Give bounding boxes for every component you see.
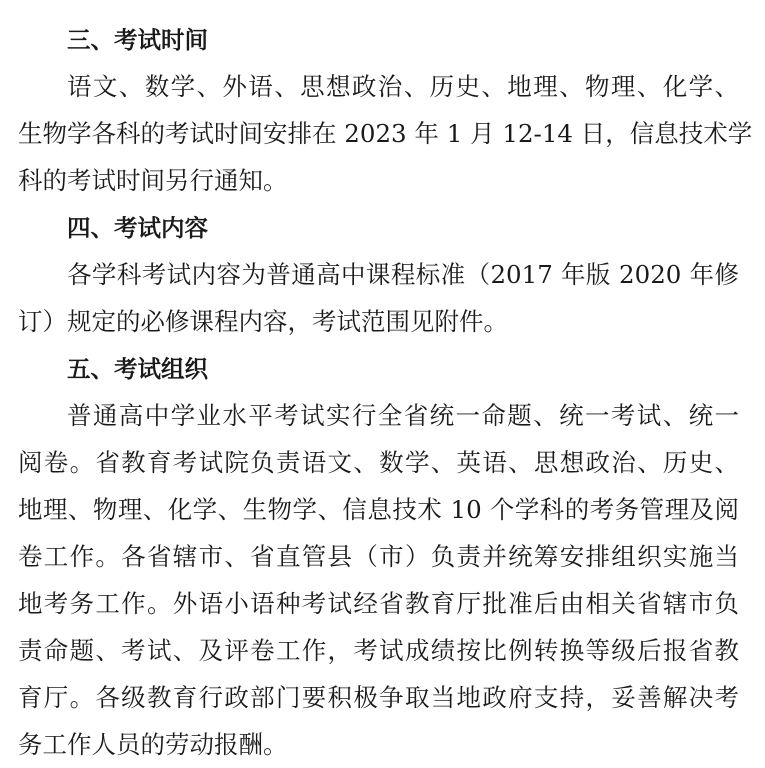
paragraph-line: 科的考试时间另行通知。 bbox=[18, 166, 288, 195]
paragraph-line: 阅卷。省教育考试院负责语文、数学、英语、思想政治、历史、 bbox=[18, 448, 739, 477]
paragraph-line: 地理、物理、化学、生物学、信息技术 10 个学科的考务管理及阅 bbox=[18, 495, 739, 524]
paragraph-line: 育厅。各级教育行政部门要积极争取当地政府支持，妥善解决考 bbox=[18, 683, 739, 712]
section-heading-exam-organization: 五、考试组织 bbox=[67, 355, 208, 383]
paragraph-line: 各学科考试内容为普通高中课程标准（2017 年版 2020 年修 bbox=[67, 260, 739, 289]
paragraph-line: 语文、数学、外语、思想政治、历史、地理、物理、化学、 bbox=[67, 72, 739, 101]
paragraph-line: 生物学各科的考试时间安排在 2023 年 1 月 12-14 日，信息技术学 bbox=[18, 119, 753, 148]
section-heading-exam-time: 三、考试时间 bbox=[67, 26, 208, 54]
paragraph-line: 务工作人员的劳动报酬。 bbox=[18, 730, 288, 759]
section-heading-exam-content: 四、考试内容 bbox=[67, 214, 208, 242]
paragraph-line: 订）规定的必修课程内容，考试范围见附件。 bbox=[18, 307, 508, 336]
paragraph-line: 普通高中学业水平考试实行全省统一命题、统一考试、统一 bbox=[67, 401, 739, 430]
paragraph-line: 卷工作。各省辖市、省直管县（市）负责并统筹安排组织实施当 bbox=[18, 542, 739, 571]
paragraph-line: 责命题、考试、及评卷工作，考试成绩按比例转换等级后报省教 bbox=[18, 636, 739, 665]
paragraph-line: 地考务工作。外语小语种考试经省教育厅批准后由相关省辖市负 bbox=[18, 589, 739, 618]
